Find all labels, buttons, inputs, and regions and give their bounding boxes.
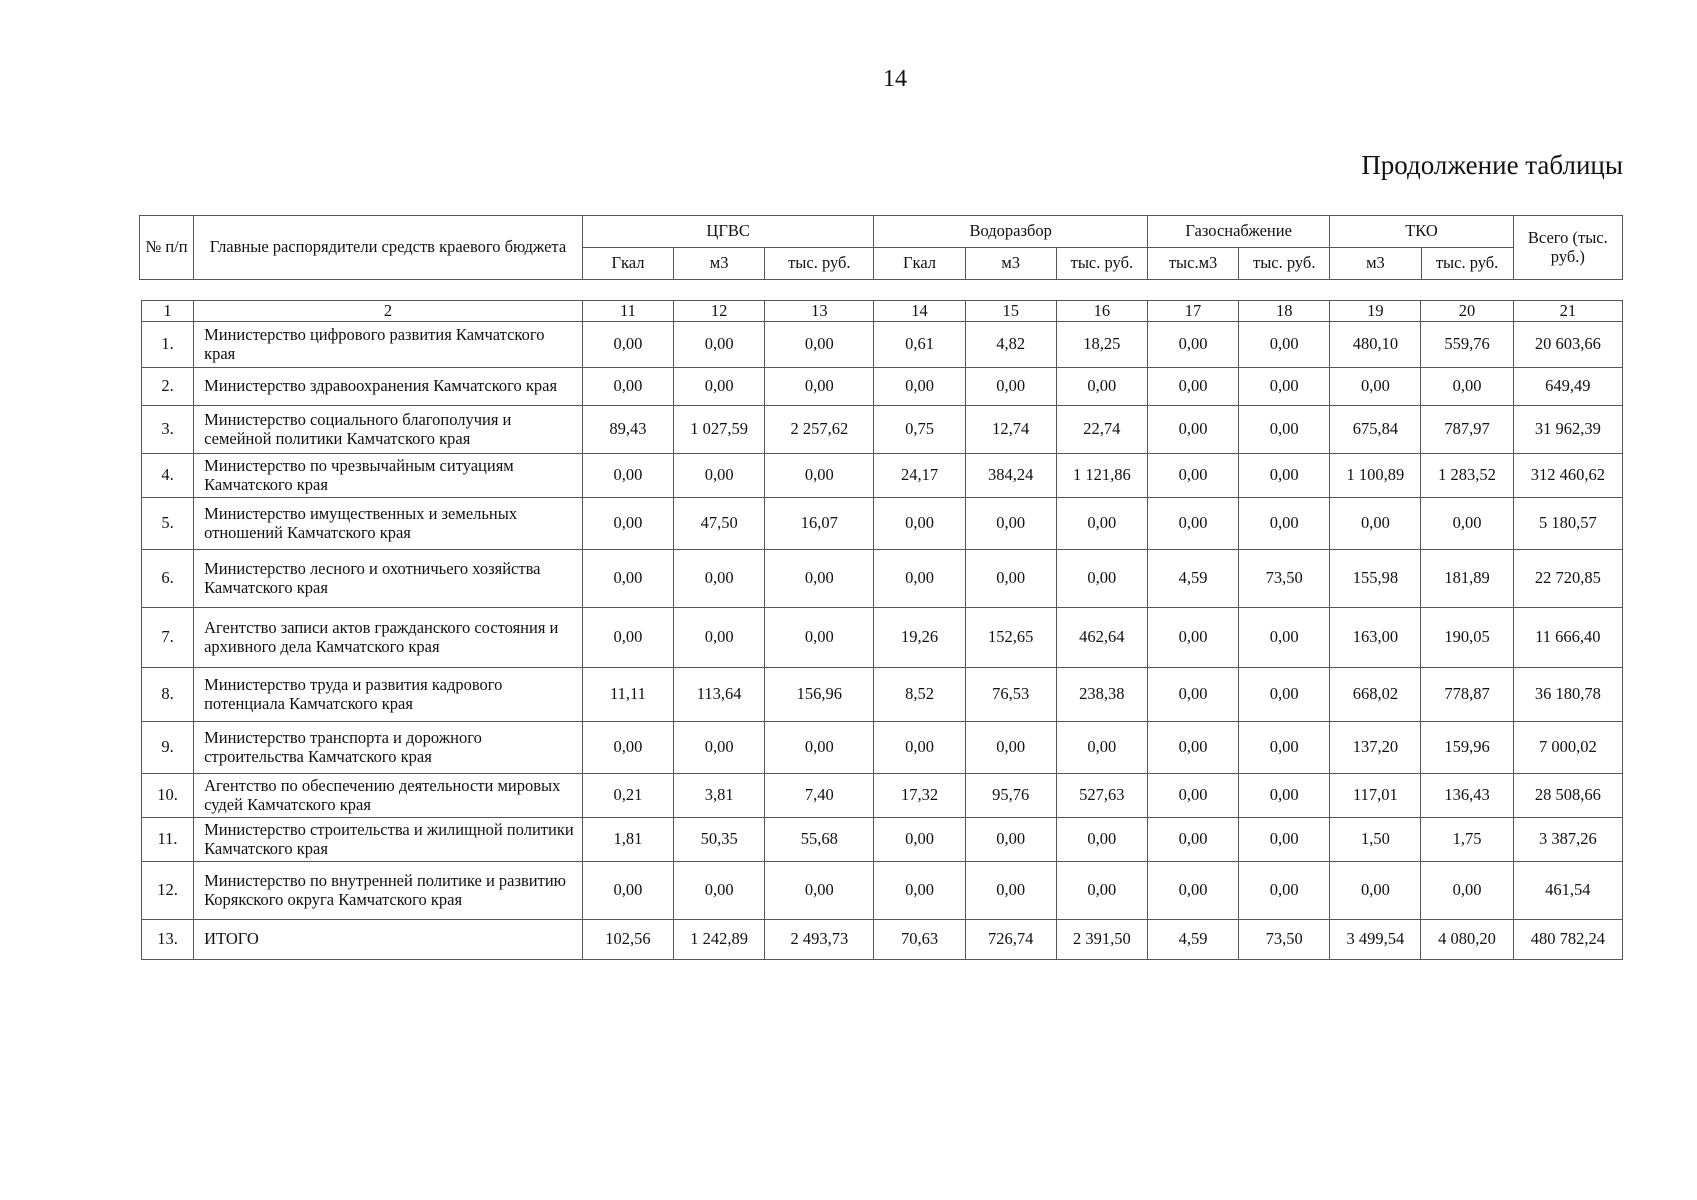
table-header [139, 215, 1623, 280]
row-value: 0,00 [1239, 322, 1330, 368]
row-value: 3 499,54 [1330, 920, 1421, 960]
row-value: 0,00 [674, 608, 765, 668]
header-group-tko: ТКО [1330, 216, 1513, 248]
row-value: 0,00 [1056, 818, 1147, 862]
row-distributor-name: Министерство цифрового развития Камчатского края [194, 322, 583, 368]
column-index: 16 [1056, 301, 1147, 322]
header-group-gas: Газоснабжение [1147, 216, 1329, 248]
row-value: 0,00 [765, 722, 874, 774]
row-number: 10. [142, 774, 194, 818]
header-unit: тыс. руб. [1421, 248, 1513, 280]
row-value: 17,32 [874, 774, 965, 818]
column-index: 12 [674, 301, 765, 322]
row-value: 2 391,50 [1056, 920, 1147, 960]
row-value: 0,00 [874, 550, 965, 608]
row-distributor-name: Агентство записи актов гражданского состояния и архивного дела Камчатского края [194, 608, 583, 668]
column-index: 20 [1421, 301, 1513, 322]
row-value: 0,00 [1147, 608, 1238, 668]
table-row [142, 322, 1623, 368]
row-value: 0,00 [1239, 774, 1330, 818]
row-value: 0,00 [1421, 862, 1513, 920]
row-value: 190,05 [1421, 608, 1513, 668]
column-index: 19 [1330, 301, 1421, 322]
row-number: 5. [142, 498, 194, 550]
row-value: 0,00 [1147, 454, 1238, 498]
row-value: 0,00 [965, 722, 1056, 774]
row-value: 0,21 [582, 774, 673, 818]
row-number: 12. [142, 862, 194, 920]
column-index: 2 [194, 301, 583, 322]
header-group-water: Водоразбор [874, 216, 1148, 248]
row-number: 8. [142, 668, 194, 722]
row-value: 0,00 [765, 608, 874, 668]
row-value: 0,00 [965, 862, 1056, 920]
table-row [142, 774, 1623, 818]
header-unit: тыс. руб. [1056, 248, 1147, 280]
row-distributor-name: Министерство здравоохранения Камчатского края [194, 368, 583, 406]
row-value: 0,00 [1239, 818, 1330, 862]
row-value: 0,00 [1056, 550, 1147, 608]
row-value: 0,00 [765, 322, 874, 368]
row-value: 181,89 [1421, 550, 1513, 608]
row-value: 649,49 [1513, 368, 1622, 406]
row-value: 0,00 [1239, 668, 1330, 722]
row-value: 1 242,89 [674, 920, 765, 960]
row-distributor-name: Министерство труда и развития кадрового потенциала Камчатского края [194, 668, 583, 722]
row-value: 0,00 [1239, 368, 1330, 406]
row-value: 7,40 [765, 774, 874, 818]
row-value: 0,00 [582, 550, 673, 608]
row-value: 0,00 [1147, 818, 1238, 862]
row-value: 1 121,86 [1056, 454, 1147, 498]
row-value: 73,50 [1239, 920, 1330, 960]
row-value: 1 027,59 [674, 406, 765, 454]
row-value: 0,00 [1147, 498, 1238, 550]
row-value: 0,00 [965, 818, 1056, 862]
row-value: 0,00 [674, 862, 765, 920]
row-value: 312 460,62 [1513, 454, 1622, 498]
row-value: 3 387,26 [1513, 818, 1622, 862]
row-distributor-name: Министерство лесного и охотничьего хозяйства Камчатского края [194, 550, 583, 608]
table-row [142, 498, 1623, 550]
row-value: 384,24 [965, 454, 1056, 498]
row-number: 6. [142, 550, 194, 608]
row-value: 461,54 [1513, 862, 1622, 920]
table-row [142, 550, 1623, 608]
column-index: 14 [874, 301, 965, 322]
row-value: 480 782,24 [1513, 920, 1622, 960]
row-value: 0,00 [765, 862, 874, 920]
row-value: 559,76 [1421, 322, 1513, 368]
row-value: 0,00 [874, 862, 965, 920]
header-unit: м3 [674, 248, 765, 280]
row-value: 0,00 [1421, 498, 1513, 550]
row-number: 11. [142, 818, 194, 862]
data-table [141, 300, 1623, 960]
row-value: 1,81 [582, 818, 673, 862]
row-value: 0,00 [765, 454, 874, 498]
row-distributor-name: Министерство строительства и жилищной политики Камчатского края [194, 818, 583, 862]
row-value: 668,02 [1330, 668, 1421, 722]
row-value: 12,74 [965, 406, 1056, 454]
row-value: 0,00 [1330, 368, 1421, 406]
row-value: 0,00 [582, 862, 673, 920]
row-number: 13. [142, 920, 194, 960]
row-value: 0,00 [874, 368, 965, 406]
row-value: 70,63 [874, 920, 965, 960]
row-value: 31 962,39 [1513, 406, 1622, 454]
row-value: 0,00 [1330, 862, 1421, 920]
row-value: 163,00 [1330, 608, 1421, 668]
row-value: 480,10 [1330, 322, 1421, 368]
table-row [142, 406, 1623, 454]
column-index: 13 [765, 301, 874, 322]
row-value: 102,56 [582, 920, 673, 960]
row-value: 137,20 [1330, 722, 1421, 774]
table-row [142, 920, 1623, 960]
row-value: 18,25 [1056, 322, 1147, 368]
row-value: 1,75 [1421, 818, 1513, 862]
row-value: 0,00 [1147, 322, 1238, 368]
row-value: 2 493,73 [765, 920, 874, 960]
row-value: 22,74 [1056, 406, 1147, 454]
row-value: 16,07 [765, 498, 874, 550]
row-value: 11 666,40 [1513, 608, 1622, 668]
page-number: 14 [883, 66, 907, 92]
row-value: 73,50 [1239, 550, 1330, 608]
row-value: 527,63 [1056, 774, 1147, 818]
row-value: 8,52 [874, 668, 965, 722]
row-value: 89,43 [582, 406, 673, 454]
row-value: 0,00 [1147, 862, 1238, 920]
row-value: 50,35 [674, 818, 765, 862]
row-value: 0,00 [1147, 368, 1238, 406]
header-name: Главные распорядители средств краевого бюджета [194, 216, 583, 280]
row-value: 4,59 [1147, 550, 1238, 608]
column-index: 1 [142, 301, 194, 322]
row-value: 4,59 [1147, 920, 1238, 960]
header-num: № п/п [140, 216, 194, 280]
row-value: 787,97 [1421, 406, 1513, 454]
row-value: 0,00 [965, 550, 1056, 608]
row-number: 9. [142, 722, 194, 774]
row-value: 778,87 [1421, 668, 1513, 722]
header-unit: тыс. руб. [1239, 248, 1330, 280]
table-row [142, 668, 1623, 722]
row-value: 0,00 [1239, 862, 1330, 920]
row-distributor-name: Министерство имущественных и земельных отношений Камчатского края [194, 498, 583, 550]
row-value: 2 257,62 [765, 406, 874, 454]
row-value: 0,00 [765, 368, 874, 406]
column-index: 15 [965, 301, 1056, 322]
row-value: 20 603,66 [1513, 322, 1622, 368]
row-value: 0,75 [874, 406, 965, 454]
row-value: 0,00 [874, 818, 965, 862]
row-distributor-name: Министерство транспорта и дорожного строительства Камчатского края [194, 722, 583, 774]
row-value: 159,96 [1421, 722, 1513, 774]
row-value: 0,00 [1147, 668, 1238, 722]
header-unit: м3 [1330, 248, 1421, 280]
row-value: 0,00 [1239, 722, 1330, 774]
row-value: 3,81 [674, 774, 765, 818]
table-row [142, 818, 1623, 862]
row-value: 0,00 [674, 454, 765, 498]
row-value: 0,00 [1056, 368, 1147, 406]
column-index-row [142, 301, 1623, 322]
row-value: 0,00 [674, 722, 765, 774]
row-value: 0,00 [1147, 774, 1238, 818]
table-row [142, 722, 1623, 774]
row-value: 0,00 [1056, 498, 1147, 550]
column-index: 11 [582, 301, 673, 322]
row-value: 19,26 [874, 608, 965, 668]
row-value: 7 000,02 [1513, 722, 1622, 774]
row-value: 36 180,78 [1513, 668, 1622, 722]
header-group-cgvs: ЦГВС [582, 216, 874, 248]
header-unit: тыс. руб. [765, 248, 874, 280]
row-value: 726,74 [965, 920, 1056, 960]
column-index: 21 [1513, 301, 1622, 322]
row-value: 0,00 [582, 722, 673, 774]
row-value: 0,00 [1056, 722, 1147, 774]
header-unit: тыс.м3 [1147, 248, 1238, 280]
row-value: 1 283,52 [1421, 454, 1513, 498]
row-value: 675,84 [1330, 406, 1421, 454]
row-value: 1 100,89 [1330, 454, 1421, 498]
row-value: 0,00 [874, 722, 965, 774]
row-value: 155,98 [1330, 550, 1421, 608]
row-value: 47,50 [674, 498, 765, 550]
row-value: 156,96 [765, 668, 874, 722]
row-value: 0,00 [674, 550, 765, 608]
table-row [142, 608, 1623, 668]
row-number: 4. [142, 454, 194, 498]
row-value: 0,00 [965, 498, 1056, 550]
table-row [142, 862, 1623, 920]
header-unit: Гкал [874, 248, 965, 280]
row-value: 0,00 [1147, 722, 1238, 774]
row-value: 0,00 [765, 550, 874, 608]
row-value: 0,61 [874, 322, 965, 368]
row-value: 117,01 [1330, 774, 1421, 818]
row-value: 0,00 [1421, 368, 1513, 406]
row-value: 22 720,85 [1513, 550, 1622, 608]
row-value: 95,76 [965, 774, 1056, 818]
row-value: 11,11 [582, 668, 673, 722]
row-value: 0,00 [1239, 454, 1330, 498]
row-value: 0,00 [582, 322, 673, 368]
header-total: Всего (тыс. руб.) [1513, 216, 1622, 280]
row-value: 0,00 [1330, 498, 1421, 550]
row-value: 0,00 [582, 608, 673, 668]
row-value: 5 180,57 [1513, 498, 1622, 550]
row-value: 0,00 [674, 368, 765, 406]
row-number: 2. [142, 368, 194, 406]
row-distributor-name: ИТОГО [194, 920, 583, 960]
row-value: 4,82 [965, 322, 1056, 368]
table-row [142, 454, 1623, 498]
row-value: 0,00 [1056, 862, 1147, 920]
row-number: 3. [142, 406, 194, 454]
row-value: 238,38 [1056, 668, 1147, 722]
row-value: 1,50 [1330, 818, 1421, 862]
row-value: 462,64 [1056, 608, 1147, 668]
row-value: 76,53 [965, 668, 1056, 722]
row-value: 0,00 [582, 498, 673, 550]
row-value: 0,00 [1239, 498, 1330, 550]
row-value: 152,65 [965, 608, 1056, 668]
row-distributor-name: Министерство по внутренней политике и развитию Корякского округа Камчатского края [194, 862, 583, 920]
row-value: 0,00 [1147, 406, 1238, 454]
row-distributor-name: Министерство по чрезвычайным ситуациям Камчатского края [194, 454, 583, 498]
column-index: 18 [1239, 301, 1330, 322]
row-value: 0,00 [965, 368, 1056, 406]
row-number: 1. [142, 322, 194, 368]
row-value: 0,00 [582, 368, 673, 406]
table-row [142, 368, 1623, 406]
row-value: 0,00 [674, 322, 765, 368]
row-value: 28 508,66 [1513, 774, 1622, 818]
row-value: 0,00 [874, 498, 965, 550]
row-distributor-name: Министерство социального благополучия и семейной политики Камчатского края [194, 406, 583, 454]
row-value: 136,43 [1421, 774, 1513, 818]
header-unit: м3 [965, 248, 1056, 280]
row-value: 0,00 [1239, 608, 1330, 668]
row-value: 4 080,20 [1421, 920, 1513, 960]
column-index: 17 [1147, 301, 1238, 322]
row-value: 113,64 [674, 668, 765, 722]
table-continuation-label: Продолжение таблицы [1361, 150, 1623, 180]
row-value: 24,17 [874, 454, 965, 498]
header-unit: Гкал [582, 248, 673, 280]
row-value: 0,00 [582, 454, 673, 498]
row-number: 7. [142, 608, 194, 668]
row-distributor-name: Агентство по обеспечению деятельности мировых судей Камчатского края [194, 774, 583, 818]
row-value: 0,00 [1239, 406, 1330, 454]
row-value: 55,68 [765, 818, 874, 862]
